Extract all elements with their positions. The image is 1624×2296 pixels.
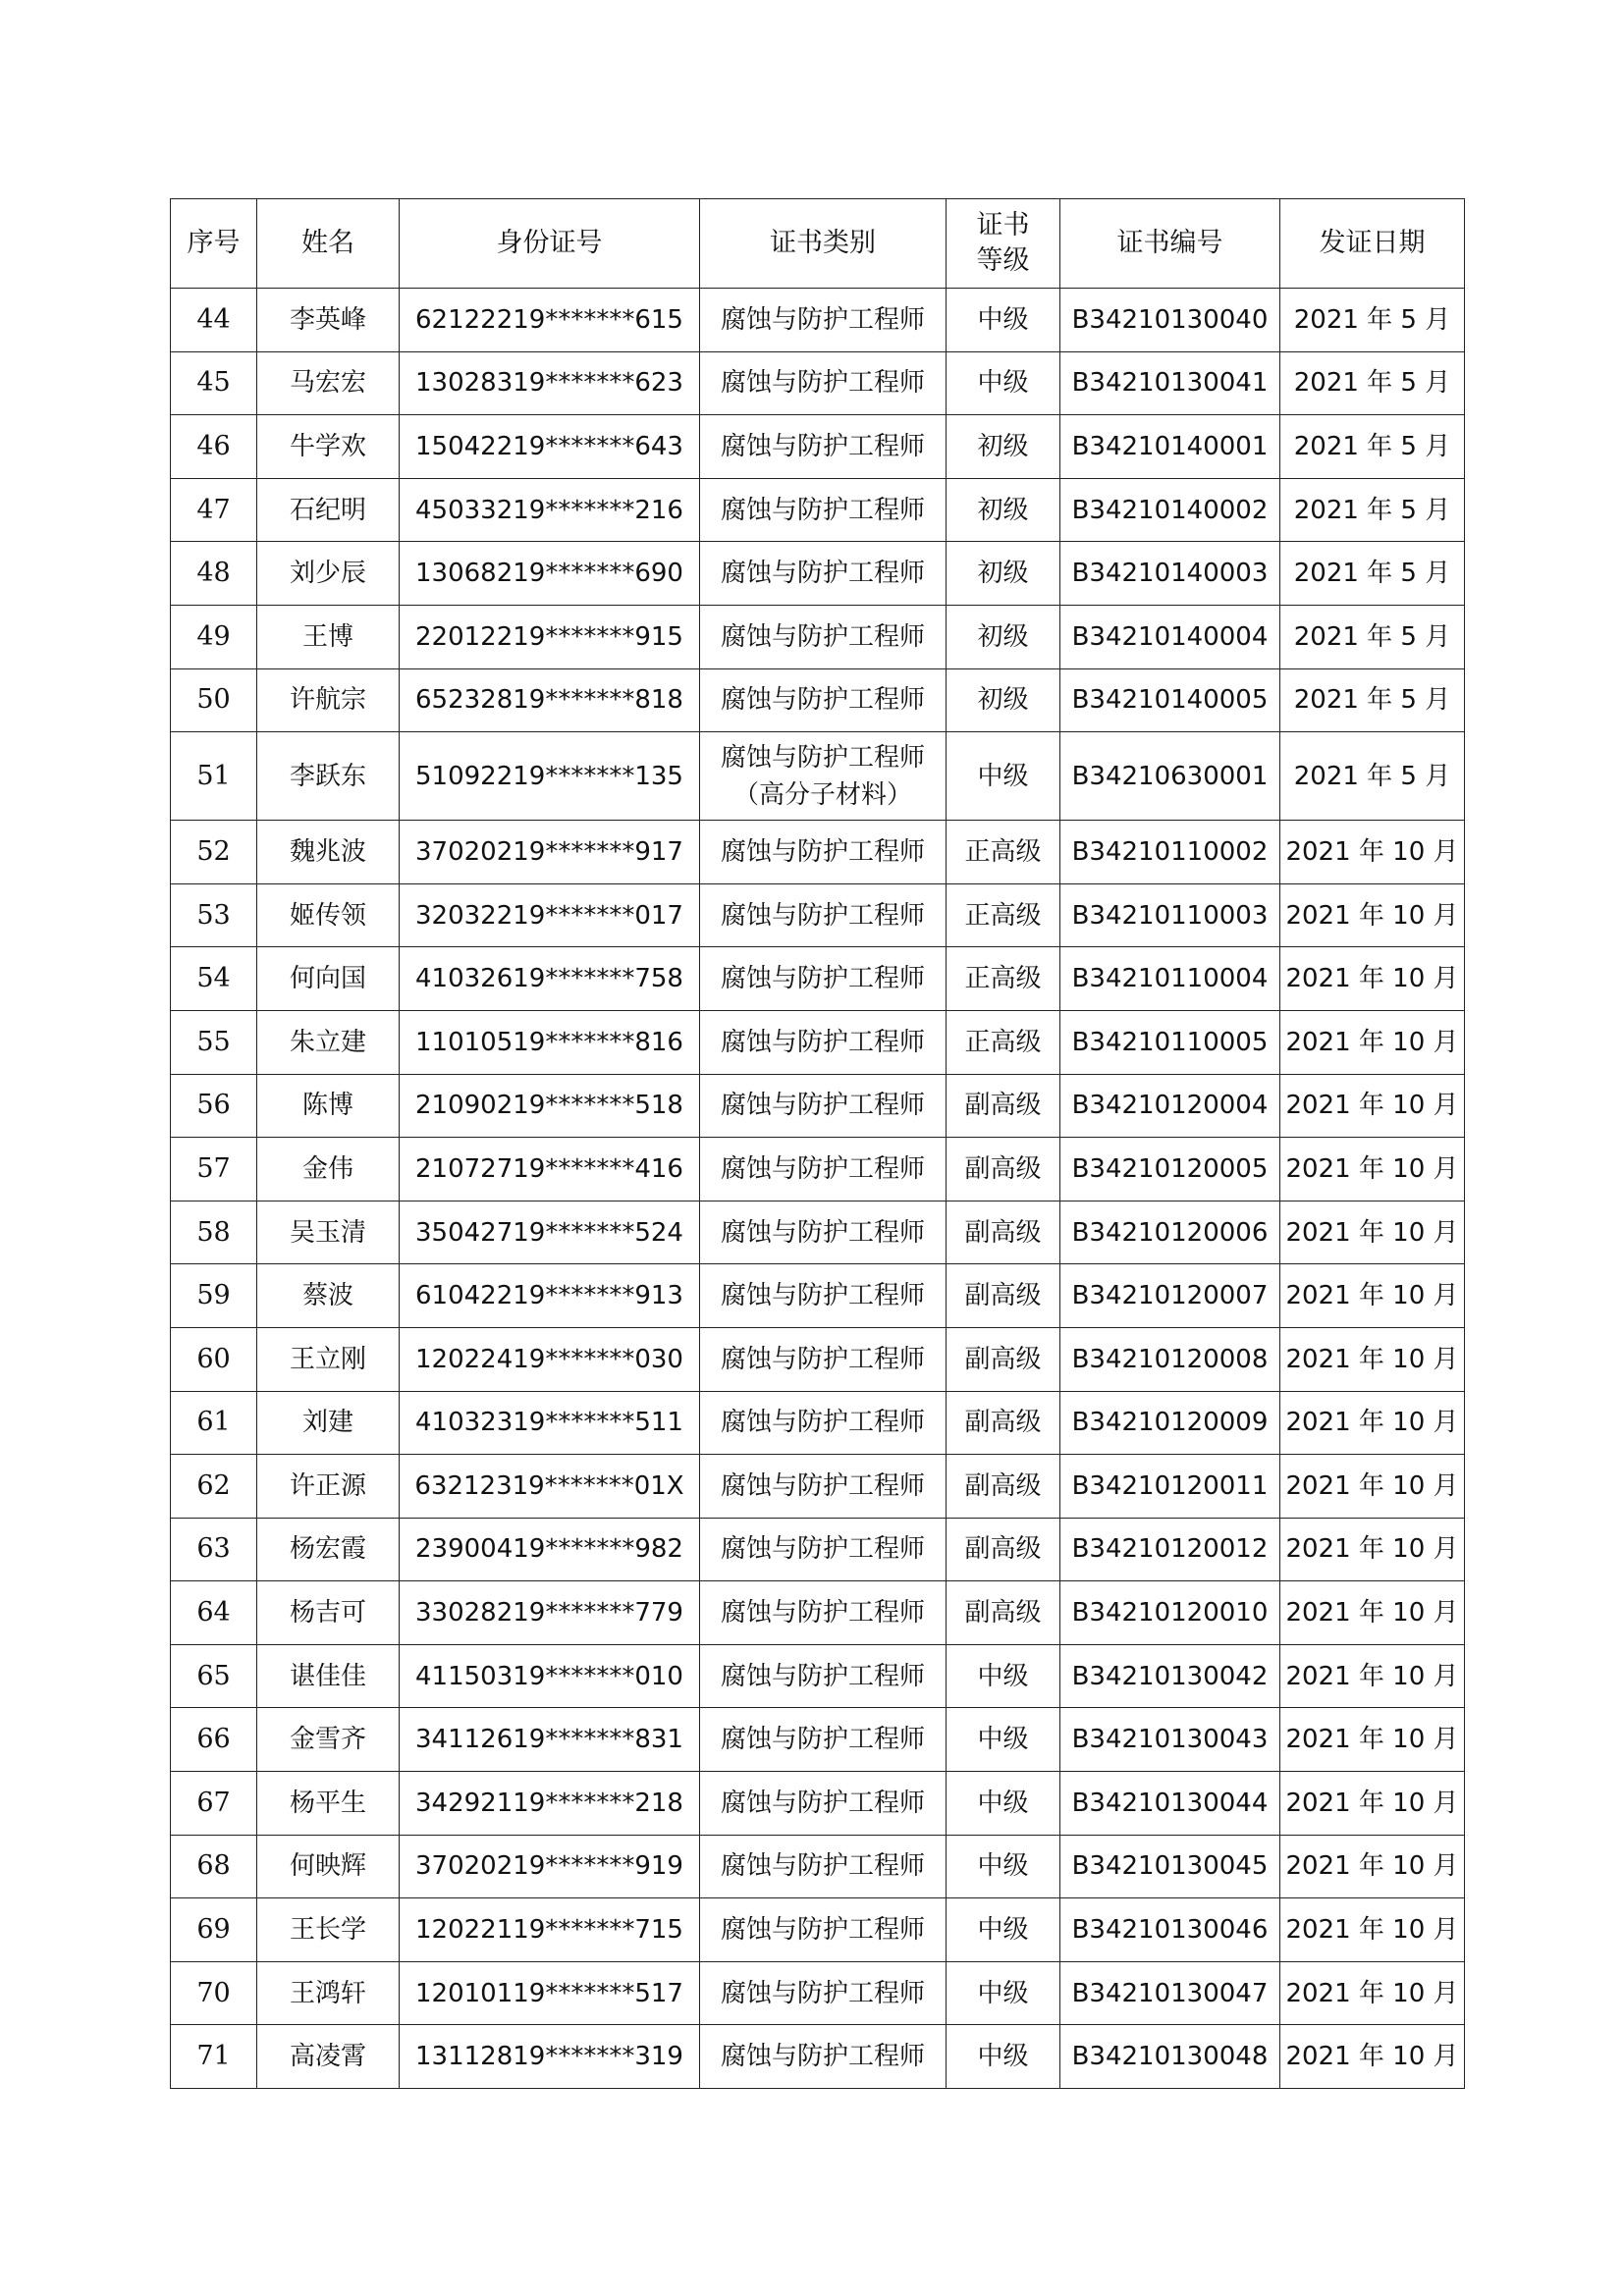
cell-id: 33028219*******779 <box>400 1581 700 1645</box>
cell-category: 腐蚀与防护工程师 <box>700 1835 947 1898</box>
cell-name: 王立刚 <box>257 1327 400 1391</box>
cell-id: 45033219*******216 <box>400 478 700 542</box>
cell-cert-no: B34210110004 <box>1060 947 1280 1011</box>
cell-id: 11010519*******816 <box>400 1010 700 1074</box>
cell-id: 35042719*******524 <box>400 1201 700 1264</box>
cell-name: 牛学欢 <box>257 415 400 479</box>
table-row <box>171 1518 1465 1581</box>
cell-id: 12010119*******517 <box>400 1961 700 2025</box>
cell-name: 朱立建 <box>257 1010 400 1074</box>
table-row <box>171 1138 1465 1201</box>
cell-name: 吴玉清 <box>257 1201 400 1264</box>
cell-id: 13028319*******623 <box>400 351 700 415</box>
header-id: 身份证号 <box>400 199 700 289</box>
cell-seq: 49 <box>171 605 257 668</box>
table-row <box>171 1772 1465 1836</box>
cell-id: 63212319*******01X <box>400 1455 700 1519</box>
cell-cert-no: B34210110005 <box>1060 1010 1280 1074</box>
cell-category-main: 腐蚀与防护工程师 <box>720 742 925 773</box>
cell-cert-no: B34210130044 <box>1060 1772 1280 1836</box>
cell-category: 腐蚀与防护工程师 <box>700 2025 947 2089</box>
cell-date: 2021 年 10 月 <box>1280 883 1465 947</box>
cell-date: 2021 年 10 月 <box>1280 1391 1465 1455</box>
cell-category: 腐蚀与防护工程师 <box>700 821 947 884</box>
cell-level: 中级 <box>947 1898 1060 1962</box>
cell-level: 中级 <box>947 289 1060 352</box>
table-row <box>171 605 1465 668</box>
cell-seq: 55 <box>171 1010 257 1074</box>
header-seq: 序号 <box>171 199 257 289</box>
cell-level: 中级 <box>947 1835 1060 1898</box>
cell-name: 王博 <box>257 605 400 668</box>
cell-id: 21090219*******518 <box>400 1074 700 1138</box>
cell-cert-no: B34210110002 <box>1060 821 1280 884</box>
cell-id: 32032219*******017 <box>400 883 700 947</box>
cell-level: 正高级 <box>947 947 1060 1011</box>
table-row <box>171 415 1465 479</box>
cell-category: 腐蚀与防护工程师 <box>700 883 947 947</box>
cell-level: 副高级 <box>947 1327 1060 1391</box>
cell-date: 2021 年 10 月 <box>1280 1518 1465 1581</box>
cell-name: 何向国 <box>257 947 400 1011</box>
cell-seq: 52 <box>171 821 257 884</box>
cell-name: 何映辉 <box>257 1835 400 1898</box>
cell-id: 12022119*******715 <box>400 1898 700 1962</box>
cell-level: 中级 <box>947 2025 1060 2089</box>
cell-id: 23900419*******982 <box>400 1518 700 1581</box>
cell-id: 51092219*******135 <box>400 732 700 821</box>
cell-category <box>700 732 947 821</box>
cell-seq: 69 <box>171 1898 257 1962</box>
cell-date: 2021 年 10 月 <box>1280 1708 1465 1772</box>
cell-category: 腐蚀与防护工程师 <box>700 1201 947 1264</box>
table-row <box>171 351 1465 415</box>
cell-id: 15042219*******643 <box>400 415 700 479</box>
cell-date: 2021 年 10 月 <box>1280 1074 1465 1138</box>
cell-seq: 44 <box>171 289 257 352</box>
cell-id: 65232819*******818 <box>400 668 700 732</box>
cell-level: 副高级 <box>947 1581 1060 1645</box>
cell-level: 初级 <box>947 668 1060 732</box>
cell-cert-no: B34210110003 <box>1060 883 1280 947</box>
cell-name: 杨吉可 <box>257 1581 400 1645</box>
cell-date: 2021 年 5 月 <box>1280 351 1465 415</box>
cell-date: 2021 年 10 月 <box>1280 1644 1465 1708</box>
cell-seq: 67 <box>171 1772 257 1836</box>
cell-category: 腐蚀与防护工程师 <box>700 1518 947 1581</box>
cell-category: 腐蚀与防护工程师 <box>700 1327 947 1391</box>
cell-level: 副高级 <box>947 1455 1060 1519</box>
table-row <box>171 1391 1465 1455</box>
cell-seq: 68 <box>171 1835 257 1898</box>
cell-id: 12022419*******030 <box>400 1327 700 1391</box>
table-row <box>171 2025 1465 2089</box>
cell-seq: 58 <box>171 1201 257 1264</box>
cell-date: 2021 年 10 月 <box>1280 1835 1465 1898</box>
cell-id: 37020219*******917 <box>400 821 700 884</box>
cell-category: 腐蚀与防护工程师 <box>700 542 947 606</box>
cell-name: 谌佳佳 <box>257 1644 400 1708</box>
cell-level: 初级 <box>947 605 1060 668</box>
cell-id: 37020219*******919 <box>400 1835 700 1898</box>
table-row <box>171 1898 1465 1962</box>
cell-cert-no: B34210120004 <box>1060 1074 1280 1138</box>
table-row <box>171 1074 1465 1138</box>
table-row <box>171 1581 1465 1645</box>
header-name: 姓名 <box>257 199 400 289</box>
cell-seq: 70 <box>171 1961 257 2025</box>
cell-level: 副高级 <box>947 1074 1060 1138</box>
header-level-line1: 证书 <box>976 210 1030 240</box>
cell-seq: 57 <box>171 1138 257 1201</box>
table-row <box>171 1201 1465 1264</box>
cell-seq: 48 <box>171 542 257 606</box>
cell-category: 腐蚀与防护工程师 <box>700 1708 947 1772</box>
table-row <box>171 1708 1465 1772</box>
cell-category: 腐蚀与防护工程师 <box>700 1581 947 1645</box>
table-row <box>171 668 1465 732</box>
cell-category: 腐蚀与防护工程师 <box>700 289 947 352</box>
cell-cert-no: B34210630001 <box>1060 732 1280 821</box>
cell-date: 2021 年 5 月 <box>1280 478 1465 542</box>
cell-name: 金伟 <box>257 1138 400 1201</box>
header-date: 发证日期 <box>1280 199 1465 289</box>
cell-seq: 56 <box>171 1074 257 1138</box>
cell-seq: 65 <box>171 1644 257 1708</box>
cell-seq: 51 <box>171 732 257 821</box>
cell-date: 2021 年 5 月 <box>1280 542 1465 606</box>
cell-id: 41032619*******758 <box>400 947 700 1011</box>
cell-cert-no: B34210140004 <box>1060 605 1280 668</box>
cell-category: 腐蚀与防护工程师 <box>700 1138 947 1201</box>
cell-level: 副高级 <box>947 1138 1060 1201</box>
cell-seq: 62 <box>171 1455 257 1519</box>
cell-category: 腐蚀与防护工程师 <box>700 605 947 668</box>
cell-cert-no: B34210130048 <box>1060 2025 1280 2089</box>
cell-cert-no: B34210130042 <box>1060 1644 1280 1708</box>
table-body <box>171 289 1465 2089</box>
table-row <box>171 1010 1465 1074</box>
cell-cert-no: B34210120011 <box>1060 1455 1280 1519</box>
cell-level: 初级 <box>947 542 1060 606</box>
cell-seq: 50 <box>171 668 257 732</box>
table-row <box>171 1264 1465 1328</box>
cell-category: 腐蚀与防护工程师 <box>700 1644 947 1708</box>
cell-name: 王长学 <box>257 1898 400 1962</box>
table-row <box>171 1327 1465 1391</box>
cell-level: 正高级 <box>947 1010 1060 1074</box>
table-row <box>171 289 1465 352</box>
header-category: 证书类别 <box>700 199 947 289</box>
cell-date: 2021 年 10 月 <box>1280 1961 1465 2025</box>
cell-seq: 54 <box>171 947 257 1011</box>
cell-date: 2021 年 5 月 <box>1280 415 1465 479</box>
cell-cert-no: B34210120012 <box>1060 1518 1280 1581</box>
cell-category: 腐蚀与防护工程师 <box>700 1898 947 1962</box>
cell-seq: 71 <box>171 2025 257 2089</box>
cell-seq: 53 <box>171 883 257 947</box>
cell-seq: 66 <box>171 1708 257 1772</box>
cell-category: 腐蚀与防护工程师 <box>700 478 947 542</box>
cell-id: 34112619*******831 <box>400 1708 700 1772</box>
cell-id: 34292119*******218 <box>400 1772 700 1836</box>
cell-cert-no: B34210140001 <box>1060 415 1280 479</box>
cell-date: 2021 年 10 月 <box>1280 1327 1465 1391</box>
cell-seq: 63 <box>171 1518 257 1581</box>
cell-name: 杨平生 <box>257 1772 400 1836</box>
cell-level: 中级 <box>947 732 1060 821</box>
cell-date: 2021 年 10 月 <box>1280 1264 1465 1328</box>
cell-cert-no: B34210130040 <box>1060 289 1280 352</box>
cell-id: 61042219*******913 <box>400 1264 700 1328</box>
cell-name: 李英峰 <box>257 289 400 352</box>
cell-date: 2021 年 10 月 <box>1280 947 1465 1011</box>
cell-cert-no: B34210130041 <box>1060 351 1280 415</box>
table-row <box>171 821 1465 884</box>
table-row <box>171 883 1465 947</box>
table-row <box>171 1835 1465 1898</box>
cell-date: 2021 年 10 月 <box>1280 1201 1465 1264</box>
cell-cert-no: B34210140002 <box>1060 478 1280 542</box>
cell-cert-no: B34210120006 <box>1060 1201 1280 1264</box>
cell-category: 腐蚀与防护工程师 <box>700 1264 947 1328</box>
table-row <box>171 1961 1465 2025</box>
cell-date: 2021 年 10 月 <box>1280 1581 1465 1645</box>
cell-category-sub: （高分子材料） <box>732 779 912 810</box>
cell-name: 高凌霄 <box>257 2025 400 2089</box>
cell-level: 中级 <box>947 1644 1060 1708</box>
table-row <box>171 542 1465 606</box>
cell-name: 杨宏霞 <box>257 1518 400 1581</box>
cell-seq: 60 <box>171 1327 257 1391</box>
cell-date: 2021 年 5 月 <box>1280 605 1465 668</box>
cell-seq: 64 <box>171 1581 257 1645</box>
cell-name: 王鸿轩 <box>257 1961 400 2025</box>
cell-level: 副高级 <box>947 1264 1060 1328</box>
cell-date: 2021 年 10 月 <box>1280 1772 1465 1836</box>
cell-name: 刘建 <box>257 1391 400 1455</box>
cell-cert-no: B34210120010 <box>1060 1581 1280 1645</box>
cell-category: 腐蚀与防护工程师 <box>700 1961 947 2025</box>
cell-category: 腐蚀与防护工程师 <box>700 1772 947 1836</box>
cell-id: 13112819*******319 <box>400 2025 700 2089</box>
cell-cert-no: B34210130045 <box>1060 1835 1280 1898</box>
cell-id: 22012219*******915 <box>400 605 700 668</box>
table-row <box>171 478 1465 542</box>
cell-date: 2021 年 10 月 <box>1280 1010 1465 1074</box>
cell-date: 2021 年 10 月 <box>1280 821 1465 884</box>
cell-level: 副高级 <box>947 1201 1060 1264</box>
cell-cert-no: B34210120008 <box>1060 1327 1280 1391</box>
certificate-table <box>170 198 1465 2089</box>
cell-date: 2021 年 10 月 <box>1280 1898 1465 1962</box>
cell-level: 正高级 <box>947 883 1060 947</box>
cell-seq: 59 <box>171 1264 257 1328</box>
cell-cert-no: B34210130046 <box>1060 1898 1280 1962</box>
cell-name: 蔡波 <box>257 1264 400 1328</box>
cell-category: 腐蚀与防护工程师 <box>700 1074 947 1138</box>
cell-name: 马宏宏 <box>257 351 400 415</box>
cell-category: 腐蚀与防护工程师 <box>700 947 947 1011</box>
cell-date: 2021 年 5 月 <box>1280 668 1465 732</box>
cell-category: 腐蚀与防护工程师 <box>700 1010 947 1074</box>
cell-name: 魏兆波 <box>257 821 400 884</box>
cell-name: 姬传领 <box>257 883 400 947</box>
cell-id: 62122219*******615 <box>400 289 700 352</box>
cell-name: 陈博 <box>257 1074 400 1138</box>
cell-name: 刘少辰 <box>257 542 400 606</box>
cell-id: 13068219*******690 <box>400 542 700 606</box>
cell-category: 腐蚀与防护工程师 <box>700 668 947 732</box>
cell-seq: 61 <box>171 1391 257 1455</box>
cell-category: 腐蚀与防护工程师 <box>700 415 947 479</box>
cell-level: 中级 <box>947 1708 1060 1772</box>
cell-level: 正高级 <box>947 821 1060 884</box>
cell-name: 金雪齐 <box>257 1708 400 1772</box>
cell-level: 初级 <box>947 415 1060 479</box>
cell-cert-no: B34210140005 <box>1060 668 1280 732</box>
cell-date: 2021 年 5 月 <box>1280 732 1465 821</box>
table-header-row <box>171 199 1465 289</box>
cell-category: 腐蚀与防护工程师 <box>700 351 947 415</box>
cell-seq: 47 <box>171 478 257 542</box>
cell-cert-no: B34210120007 <box>1060 1264 1280 1328</box>
cell-date: 2021 年 10 月 <box>1280 1455 1465 1519</box>
cell-level: 副高级 <box>947 1518 1060 1581</box>
cell-id: 21072719*******416 <box>400 1138 700 1201</box>
table-row <box>171 732 1465 821</box>
cell-cert-no: B34210130047 <box>1060 1961 1280 2025</box>
header-cert-no: 证书编号 <box>1060 199 1280 289</box>
table-row <box>171 1644 1465 1708</box>
cell-seq: 46 <box>171 415 257 479</box>
cell-date: 2021 年 10 月 <box>1280 2025 1465 2089</box>
cell-name: 许正源 <box>257 1455 400 1519</box>
cell-date: 2021 年 10 月 <box>1280 1138 1465 1201</box>
cell-cert-no: B34210140003 <box>1060 542 1280 606</box>
cell-name: 石纪明 <box>257 478 400 542</box>
cell-seq: 45 <box>171 351 257 415</box>
cell-name: 李跃东 <box>257 732 400 821</box>
cell-level: 中级 <box>947 1961 1060 2025</box>
cell-level: 中级 <box>947 351 1060 415</box>
cell-id: 41032319*******511 <box>400 1391 700 1455</box>
cell-date: 2021 年 5 月 <box>1280 289 1465 352</box>
header-level-line2: 等级 <box>976 245 1030 276</box>
cell-category: 腐蚀与防护工程师 <box>700 1455 947 1519</box>
cell-name: 许航宗 <box>257 668 400 732</box>
cell-cert-no: B34210130043 <box>1060 1708 1280 1772</box>
cell-cert-no: B34210120009 <box>1060 1391 1280 1455</box>
cell-cert-no: B34210120005 <box>1060 1138 1280 1201</box>
cell-level: 副高级 <box>947 1391 1060 1455</box>
cell-level: 中级 <box>947 1772 1060 1836</box>
table-row <box>171 947 1465 1011</box>
header-level <box>947 199 1060 289</box>
cell-category: 腐蚀与防护工程师 <box>700 1391 947 1455</box>
table-row <box>171 1455 1465 1519</box>
cell-level: 初级 <box>947 478 1060 542</box>
cell-id: 41150319*******010 <box>400 1644 700 1708</box>
